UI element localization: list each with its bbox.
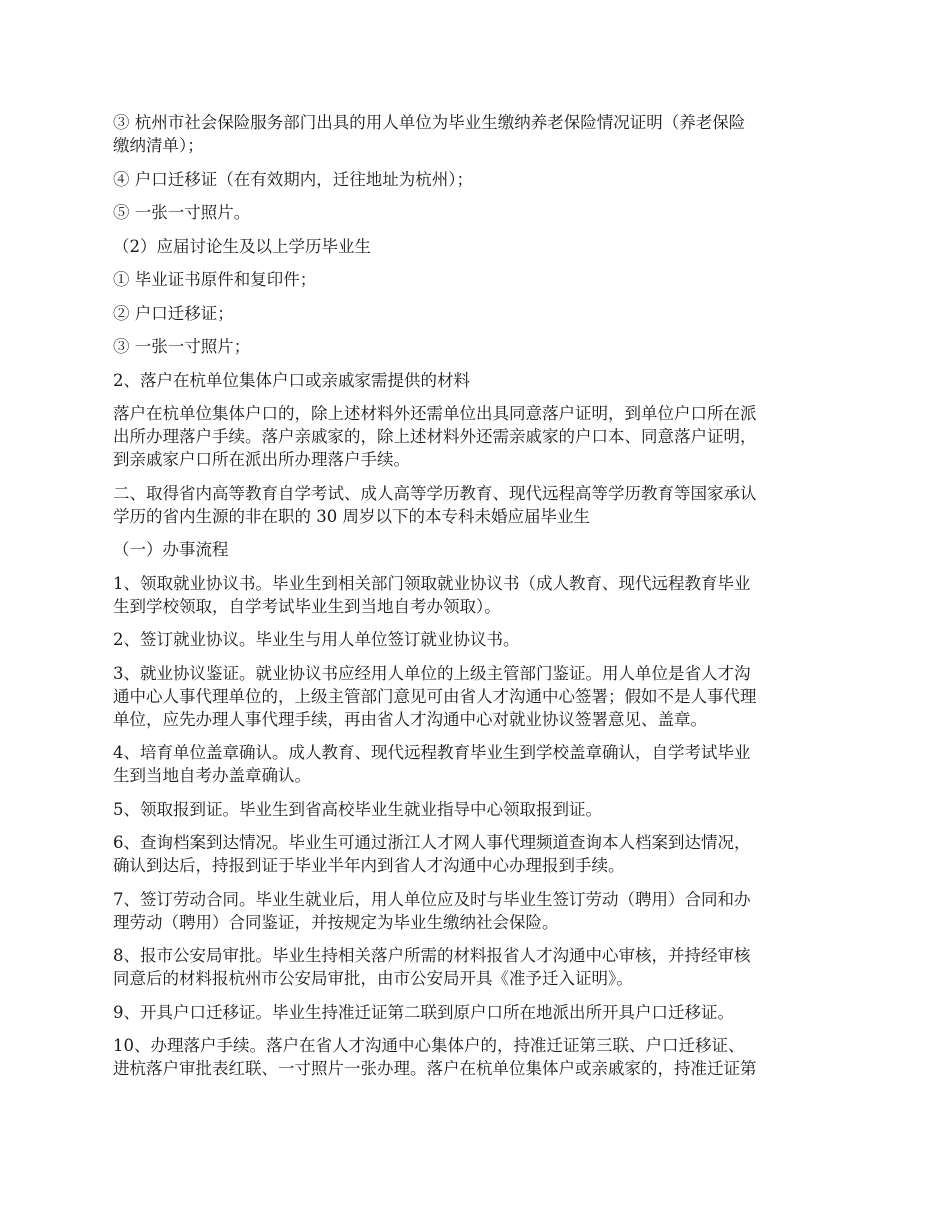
paragraph: ⑤ 一张一寸照片。: [113, 203, 251, 222]
step-item: 8、报市公安局审批。毕业生持相关落户所需的材料报省人才沟通中心审核，并持经审核 同意后的材料报杭州市公安局审批，由市公安局开具《准予迁入证明》。: [113, 946, 751, 988]
paragraph: 落户在杭单位集体户口的，除上述材料外还需单位出具同意落户证明，到单位户口所在派 出所办理落户手续。落户亲戚家的，除上述材料外还需亲戚家的户口本、同意落户证明， 到亲戚家户口所在派出所办理落户手续。: [113, 404, 757, 469]
paragraph: ③ 杭州市社会保险服务部门出具的用人单位为毕业生缴纳养老保险情况证明（养老保险 缴纳清单）；: [113, 113, 746, 155]
step-item: 3、就业协议鉴证。就业协议书应经用人单位的上级主管部门鉴证。用人单位是省人才沟 通中心人事代理单位的，上级主管部门意见可由省人才沟通中心签署；假如不是人事代理 单位，应先办理人事代理手续，再由省人才沟通中心对就业协议签署意见、盖章。: [113, 663, 757, 729]
paragraph: ③ 一张一寸照片；: [113, 337, 251, 356]
paragraph: （2）应届讨论生及以上学历毕业生: [113, 236, 371, 256]
section-heading: 2、落户在杭单位集体户口或亲戚家需提供的材料: [113, 370, 470, 390]
step-item: 6、查询档案到达情况。毕业生可通过浙江人才网人事代理频道查询本人档案到达情况， 确认到达后，持报到证于毕业半年内到省人才沟通中心办理报到手续。: [113, 833, 751, 875]
section-heading: 二、取得省内高等教育自学考试、成人高等学历教育、现代远程高等学历教育等国家承认 学历的省内生源的非在职的 30 周岁以下的本专科未婚应届毕业生: [113, 483, 757, 526]
step-item: 1、领取就业协议书。毕业生到相关部门领取就业协议书（成人教育、现代远程教育毕业 生到学校领取，自学考试毕业生到当地自考办领取）。: [113, 573, 751, 616]
step-item: 7、签订劳动合同。毕业生就业后，用人单位应及时与毕业生签订劳动（聘用）合同和办 理劳动（聘用）合同鉴证，并按规定为毕业生缴纳社会保险。: [113, 889, 751, 932]
step-item: 5、领取报到证。毕业生到省高校毕业生就业指导中心领取报到证。: [113, 799, 602, 819]
step-item: 4、培育单位盖章确认。成人教育、现代远程教育毕业生到学校盖章确认，自学考试毕业 生到当地自考办盖章确认。: [113, 743, 751, 785]
paragraph: ① 毕业证书原件和复印件；: [113, 270, 317, 289]
document-body: [113, 111, 843, 1091]
subsection-heading: （一）办事流程: [113, 540, 229, 559]
step-item: 10、办理落户手续。落户在省人才沟通中心集体户的，持准迁证第三联、户口迁移证、 进杭落户审批表红联、一寸照片一张办理。落户在杭单位集体户或亲戚家的，持准迁证第: [113, 1036, 757, 1078]
step-item: 2、签订就业协议。毕业生与用人单位签订就业协议书。: [113, 630, 520, 649]
paragraph: ④ 户口迁移证（在有效期内，迁往地址为杭州）；: [113, 169, 473, 189]
step-item: 9、开具户口迁移证。毕业生持准迁证第二联到原户口所在地派出所开具户口迁移证。: [113, 1002, 734, 1022]
paragraph: ② 户口迁移证；: [113, 303, 234, 323]
